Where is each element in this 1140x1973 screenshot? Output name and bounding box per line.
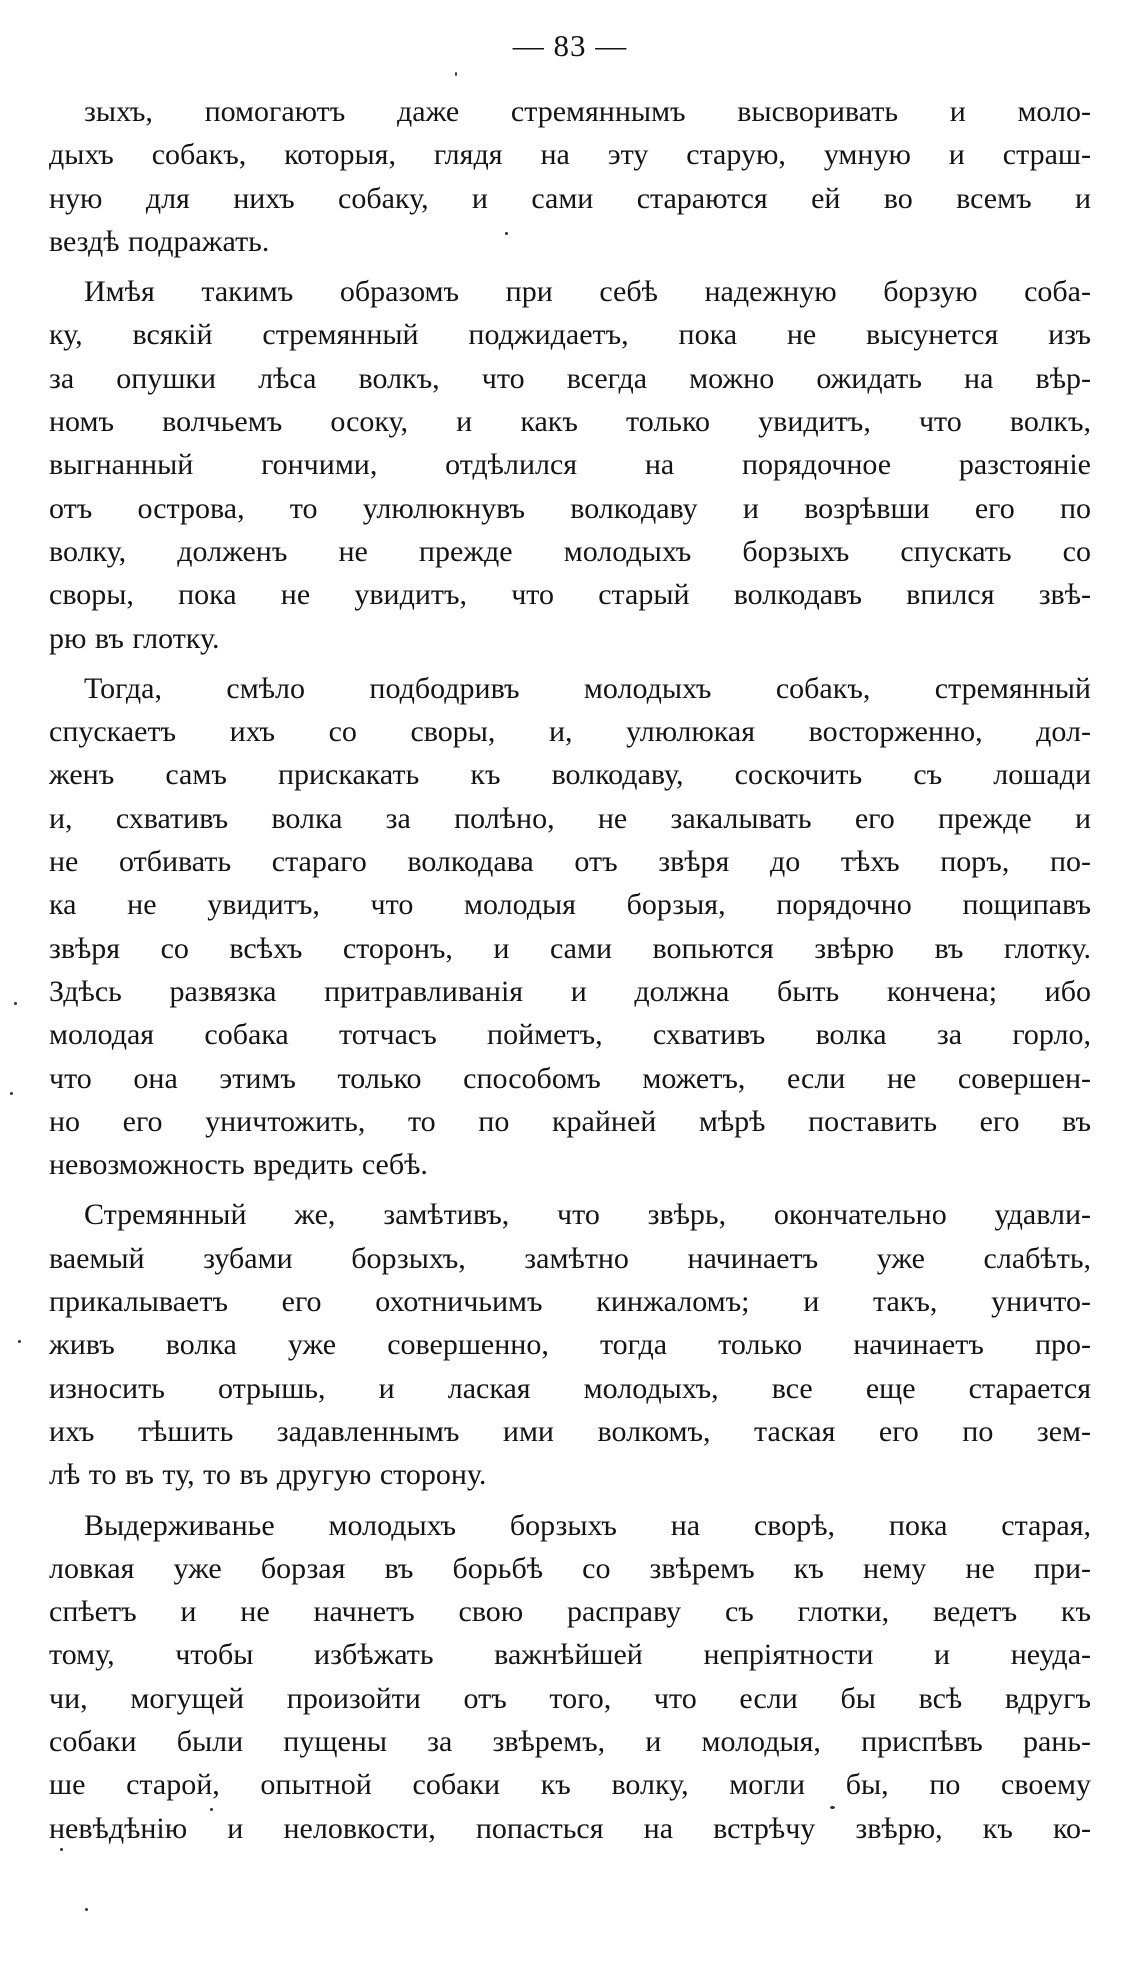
text-line: ка не увидитъ, что молодыя борзыя, порядочно пощипавъ [49, 888, 1091, 922]
text-line: Имѣя такимъ образомъ при себѣ надежную борзую соба- [84, 275, 1091, 309]
text-line: женъ самъ прискакать къ волкодаву, соскочить съ лошади [49, 758, 1091, 792]
text-line: за опушки лѣса волкъ, что всегда можно ожидать на вѣр- [49, 361, 1091, 395]
print-speck [505, 232, 508, 235]
text-line: и, схвативъ волка за полѣно, не закалывать его прежде и [49, 801, 1091, 835]
text-line: спѣетъ и не начнетъ свою расправу съ глотки, ведетъ къ [49, 1595, 1091, 1629]
paragraph [49, 1504, 1091, 1850]
print-speck [210, 1808, 213, 1811]
paragraph [49, 667, 1091, 1187]
text-line: износить отрышь, и лаская молодыхъ, все еще старается [49, 1371, 1091, 1405]
print-speck [830, 1806, 835, 1809]
text-line: зыхъ, помогаютъ даже стремяннымъ высворивать и моло- [84, 95, 1091, 128]
text-line: Стремянный же, замѣтивъ, что звѣрь, окончательно удавли- [84, 1198, 1091, 1232]
text-line: ихъ тѣшить задавленнымъ ими волкомъ, таская его по зем- [49, 1414, 1091, 1448]
text-line: спускаетъ ихъ со своры, и, улюлюкая восторженно, дол- [49, 715, 1091, 749]
text-line: невѣдѣнію и неловкости, попасться на встрѣчу звѣрю, къ ко- [49, 1811, 1091, 1845]
text-line: вездѣ подражать. [49, 224, 270, 258]
body-text [49, 90, 1091, 1857]
print-speck [18, 1340, 21, 1343]
text-line: Тогда, смѣло подбодривъ молодыхъ собакъ, стремянный [84, 671, 1091, 705]
text-line: Здѣсь развязка притравливанія и должна быть кончена; ибо [49, 974, 1091, 1008]
text-line: выгнанный гончими, отдѣлился на порядочное разстояніе [49, 448, 1091, 482]
paragraph [49, 270, 1091, 660]
text-line: ку, всякій стремянный поджидаетъ, пока не высунется изъ [49, 318, 1091, 352]
text-line: своры, пока не увидитъ, что старый волкодавъ впился звѣ- [49, 578, 1091, 612]
print-speck [10, 1092, 13, 1095]
page-number: — 83 — [512, 28, 628, 63]
text-line: дыхъ собакъ, которыя, глядя на эту старую, умную и страш- [49, 138, 1091, 172]
text-line: чи, могущей произойти отъ того, что если бы всѣ вдругъ [49, 1681, 1091, 1715]
text-line: звѣря со всѣхъ сторонъ, и сами вопьются звѣрю въ глотку. [49, 931, 1091, 965]
text-line: что она этимъ только способомъ можетъ, если не совершен- [49, 1061, 1091, 1095]
text-line: рю въ глотку. [49, 621, 220, 655]
text-line: тому, чтобы избѣжать важнѣйшей непріятности и неуда- [49, 1638, 1091, 1672]
text-line: ше старой, опытной собаки къ волку, могли бы, по своему [49, 1768, 1091, 1802]
text-line: ловкая уже борзая въ борьбѣ со звѣремъ къ нему не при- [49, 1551, 1091, 1585]
text-line: не отбивать стараго волкодава отъ звѣря до тѣхъ поръ, по- [49, 845, 1091, 879]
text-line: но его уничтожить, то по крайней мѣрѣ поставить его въ [49, 1104, 1091, 1138]
text-line: Выдерживанье молодыхъ борзыхъ на сворѣ, пока старая, [84, 1508, 1091, 1542]
text-line: молодая собака тотчасъ пойметъ, схвативъ волка за горло, [49, 1018, 1091, 1052]
print-speck [85, 1908, 88, 1911]
paragraph [49, 90, 1091, 263]
paragraph [49, 1193, 1091, 1496]
print-speck [14, 1002, 17, 1005]
text-line: невозможность вредить себѣ. [49, 1148, 428, 1182]
text-line: собаки были пущены за звѣремъ, и молодыя, приспѣвъ рань- [49, 1724, 1091, 1758]
text-line: ваемый зубами борзыхъ, замѣтно начинаетъ уже слабѣть, [49, 1241, 1091, 1275]
text-line: волку, долженъ не прежде молодыхъ борзыхъ спускать со [49, 534, 1091, 568]
text-line: лѣ то въ ту, то въ другую сторону. [49, 1458, 487, 1492]
text-line: отъ острова, то улюлюкнувъ волкодаву и возрѣвши его по [49, 491, 1091, 525]
text-line: прикалываетъ его охотничьимъ кинжаломъ; и такъ, уничто- [49, 1285, 1091, 1319]
text-line: номъ волчьемъ осоку, и какъ только увидитъ, что волкъ, [49, 405, 1091, 439]
print-speck [455, 72, 457, 76]
text-line: ную для нихъ собаку, и сами стараются ей во всемъ и [49, 181, 1091, 215]
print-speck [60, 1848, 63, 1851]
text-line: живъ волка уже совершенно, тогда только начинаетъ про- [49, 1328, 1091, 1362]
